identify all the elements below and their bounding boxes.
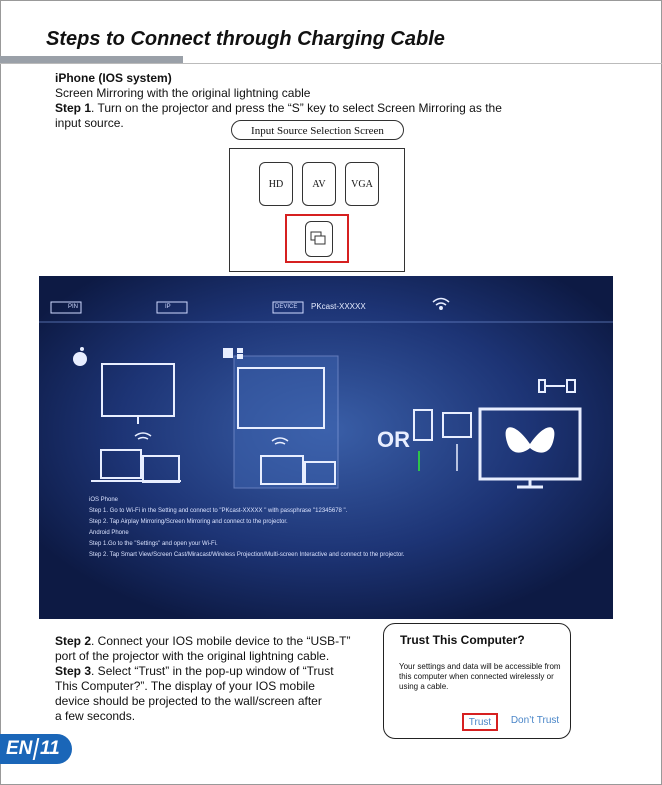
device-name: PKcast-XXXXX bbox=[311, 302, 366, 311]
page-title: Steps to Connect through Charging Cable bbox=[46, 28, 445, 50]
input-source-label: Input Source Selection Screen bbox=[231, 120, 404, 140]
dont-trust-button[interactable]: Don’t Trust bbox=[510, 715, 560, 726]
trust-button[interactable]: Trust bbox=[462, 713, 498, 731]
or-label: OR bbox=[377, 427, 410, 452]
step2-line2: port of the projector with the original lightning cable. bbox=[55, 649, 330, 663]
step3-text bbox=[55, 664, 334, 679]
input-source-screen bbox=[229, 148, 405, 272]
title-divider bbox=[0, 63, 662, 64]
projector-screen bbox=[39, 276, 613, 619]
instruction-line: Step 2. Tap Smart View/Screen Cast/Miracast/Wireless Projection/Multi-screen Interactive and connect to the projector. bbox=[89, 552, 405, 558]
step3-line3: device should be projected to the wall/screen after bbox=[55, 694, 322, 708]
source-av-button[interactable]: AV bbox=[302, 162, 336, 206]
source-vga-button[interactable]: VGA bbox=[345, 162, 379, 206]
page-number-badge bbox=[0, 734, 72, 764]
step1-line1: . Turn on the projector and press the “S” key to select Screen Mirroring as the bbox=[91, 101, 502, 115]
instruction-line: Step 2. Tap Airplay Mirroring/Screen Mirroring and connect to the projector. bbox=[89, 519, 288, 525]
step1-label: Step 1 bbox=[55, 101, 92, 115]
badge-divider bbox=[33, 738, 40, 760]
step2-line1: . Connect your IOS mobile device to the “USB-T” bbox=[91, 634, 351, 648]
pin-label: PIN bbox=[68, 304, 79, 310]
step3-label: Step 3 bbox=[55, 664, 92, 678]
step3-line1: . Select “Trust” in the pop-up window of “Trust bbox=[91, 664, 334, 678]
instruction-line: iOS Phone bbox=[89, 497, 119, 503]
instruction-line: Step 1.Go to the "Settings" and open your Wi-Fi. bbox=[89, 541, 218, 547]
device-label: DEVICE bbox=[275, 304, 298, 310]
step2-text bbox=[55, 634, 350, 649]
section-heading: iPhone (IOS system) bbox=[55, 71, 172, 85]
instruction-line: Step 1. Go to Wi-Fi in the Setting and connect to "PKcast-XXXXX " with passphrase "12345678 ". bbox=[89, 508, 348, 514]
step3-line4: a few seconds. bbox=[55, 709, 136, 723]
trust-dialog-body: Your settings and data will be accessible from this computer when connected wirelessly or using a cable. bbox=[399, 662, 561, 691]
step3-line2: This Computer?”. The display of your IOS mobile bbox=[55, 679, 315, 693]
screen-mirror-icon bbox=[306, 222, 332, 256]
trust-dialog bbox=[383, 623, 571, 739]
ip-label: IP bbox=[165, 304, 171, 310]
section-subheading: Screen Mirroring with the original lightning cable bbox=[55, 86, 311, 100]
step1-text bbox=[55, 101, 502, 116]
projector-graphics bbox=[39, 276, 613, 619]
language-code: EN bbox=[6, 738, 33, 759]
source-mirror-button[interactable] bbox=[305, 221, 333, 257]
step1-line2: input source. bbox=[55, 116, 124, 130]
selected-source-highlight bbox=[285, 214, 349, 263]
step2-label: Step 2 bbox=[55, 634, 92, 648]
instruction-line: Android Phone bbox=[89, 530, 129, 536]
source-hd-button[interactable]: HD bbox=[259, 162, 293, 206]
trust-dialog-title: Trust This Computer? bbox=[400, 633, 525, 647]
page-number: 11 bbox=[40, 738, 60, 759]
